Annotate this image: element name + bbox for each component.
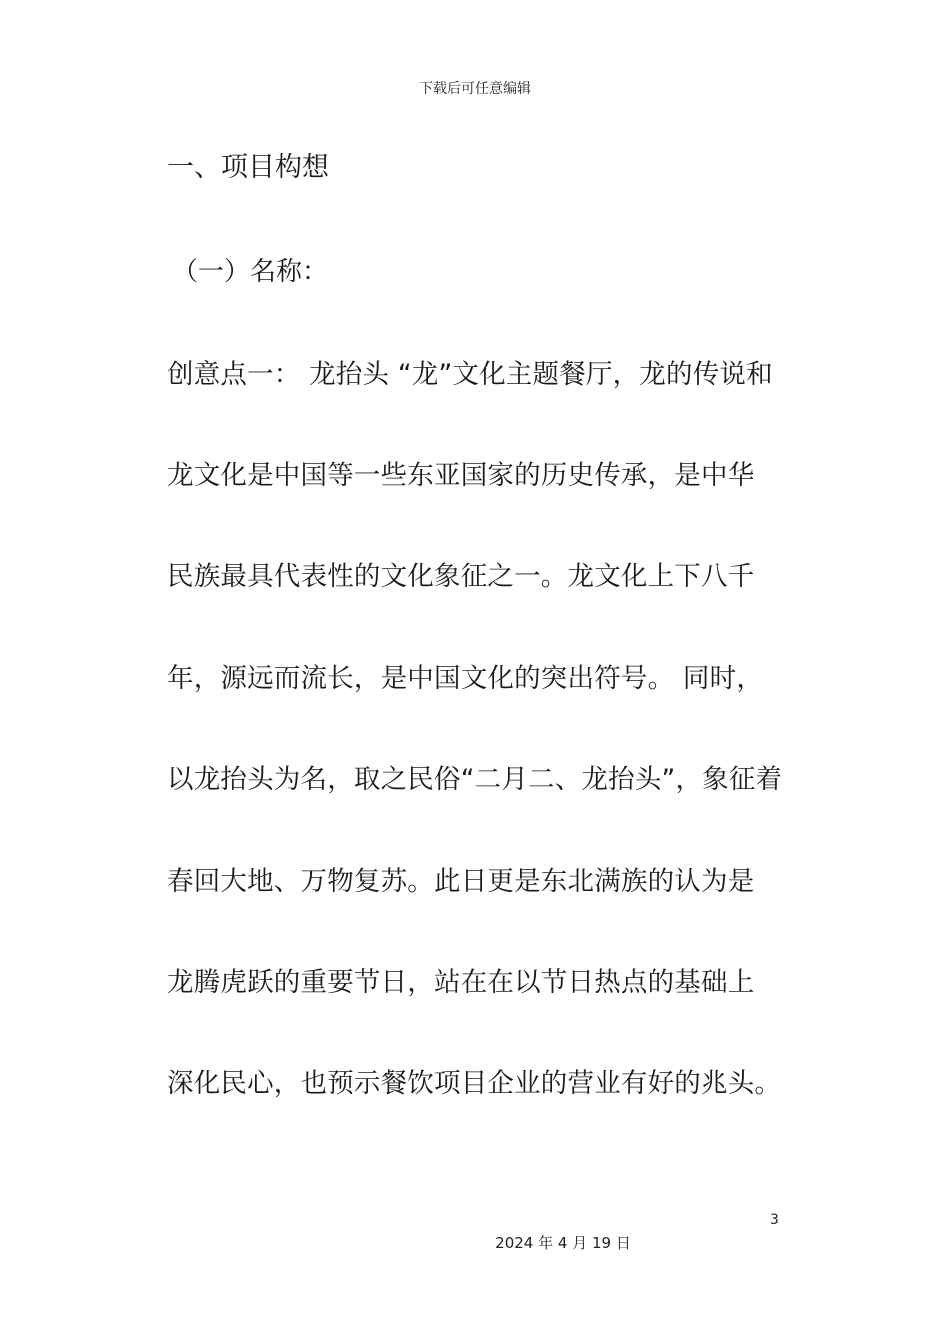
paragraph-line: 龙腾虎跃的重要节日，站在在以节日热点的基础上 bbox=[167, 967, 755, 998]
paragraph-line: 深化民心，也预示餐饮项目企业的营业有好的兆头。 bbox=[167, 1068, 782, 1099]
section-heading: 一、项目构想 bbox=[167, 152, 329, 183]
header-note: 下载后可任意编辑 bbox=[419, 81, 531, 97]
page-number: 3 bbox=[770, 1212, 779, 1228]
paragraph-line: 年，源远而流长，是中国文化的突出符号。 同时， bbox=[167, 663, 764, 694]
subsection-heading: （一）名称： bbox=[172, 257, 329, 287]
paragraph-line: 春回大地、万物复苏。此日更是东北满族的认为是 bbox=[167, 866, 755, 897]
paragraph-line: 民族最具代表性的文化象征之一。龙文化上下八千 bbox=[167, 561, 755, 592]
paragraph-line: 龙文化是中国等一些东亚国家的历史传承，是中华 bbox=[167, 460, 755, 491]
paragraph-line: 以龙抬头为名，取之民俗“二月二、龙抬头”，象征着 bbox=[167, 764, 783, 795]
footer-date: 2024 年 4 月 19 日 bbox=[495, 1234, 631, 1252]
paragraph-line: 创意点一： 龙抬头 “龙”文化主题餐厅，龙的传说和 bbox=[167, 359, 773, 390]
